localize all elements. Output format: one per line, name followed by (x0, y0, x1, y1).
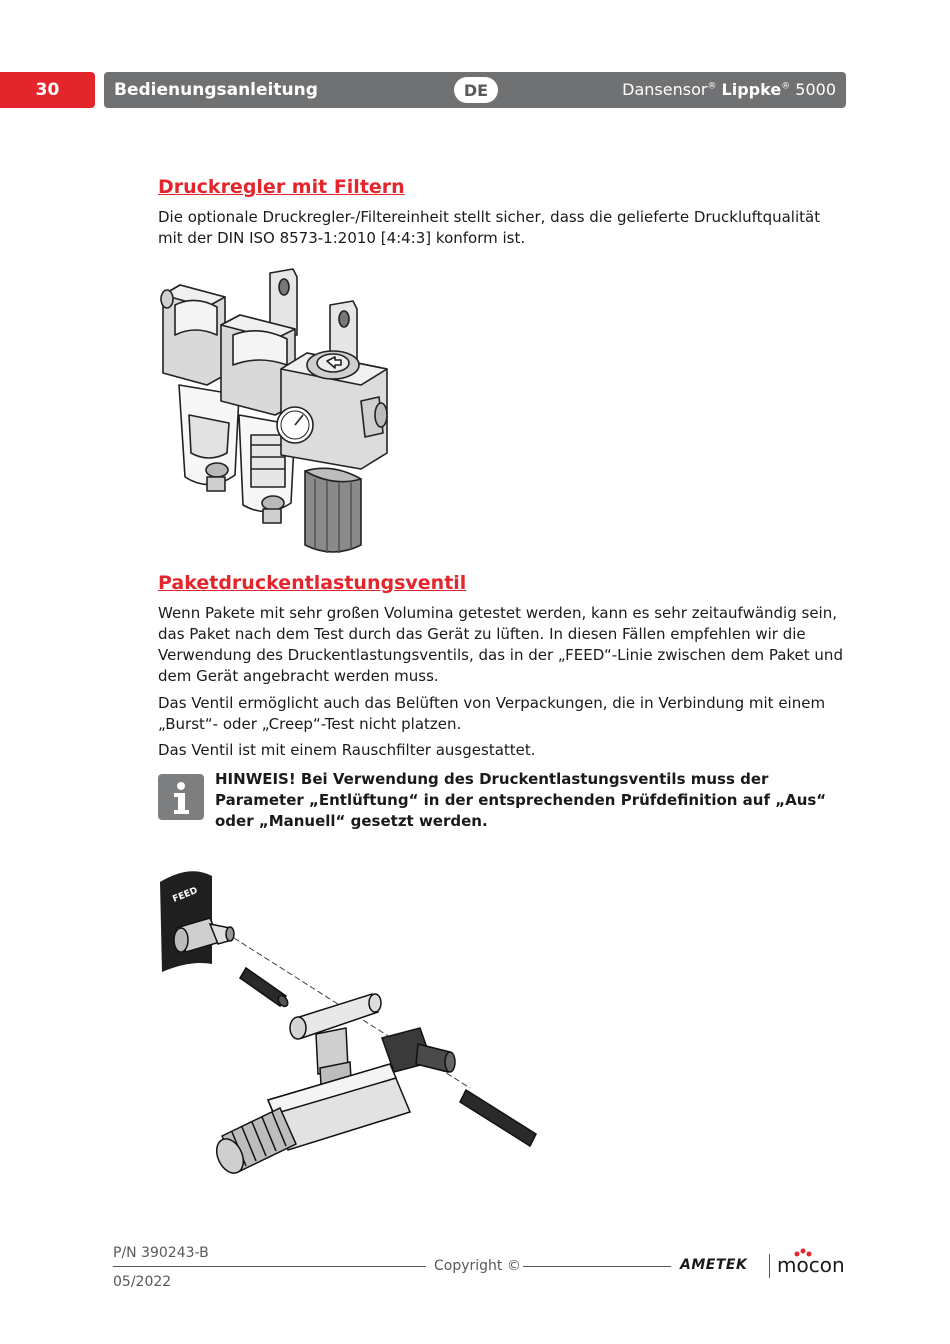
info-icon (158, 774, 204, 820)
footer-part-number: P/N 390243-B (113, 1245, 209, 1261)
header-bar (104, 72, 846, 108)
mocon-logo: mocon (777, 1253, 845, 1277)
section-paragraph: Das Ventil ist mit einem Rauschfilter ausgestattet. (158, 741, 536, 759)
footer-copyright: Copyright © (434, 1258, 521, 1274)
section-paragraph: Die optionale Druckregler-/Filtereinheit stellt sicher, dass die gelieferte Druckluftqualität mit der DIN ISO 8573-1:2010 [4:4:3] konform ist. (158, 208, 821, 247)
relief-valve-illustration (150, 868, 550, 1188)
footer-divider (113, 1266, 426, 1267)
logo-separator (769, 1254, 770, 1278)
note-text: HINWEIS! Bei Verwendung des Druckentlastungsventils muss der Parameter „Entlüftung“ in der entsprechenden Prüfdefinition auf „Aus“ oder „Manuell“ gesetzt werden. (215, 770, 827, 830)
section-heading-relief-valve: Paketdruckentlastungsventil (158, 572, 467, 594)
document-title: Bedienungsanleitung (114, 80, 318, 100)
page-number: 30 (0, 72, 95, 108)
footer-divider (523, 1266, 671, 1267)
pressure-regulator-filter-illustration (155, 265, 395, 555)
section-heading-pressure-regulator: Druckregler mit Filtern (158, 176, 405, 198)
language-badge: DE (454, 77, 498, 103)
ametek-logo: AMETEK (680, 1257, 748, 1273)
feed-label: FEED (171, 885, 200, 905)
footer-date: 05/2022 (113, 1274, 172, 1290)
product-name: Dansensor® Lippke® 5000 (622, 80, 836, 99)
section-paragraph: Das Ventil ermöglicht auch das Belüften von Verpackungen, die in Verbindung mit einem „Burst“- oder „Creep“-Test nicht platzen. (158, 694, 826, 733)
section-paragraph: Wenn Pakete mit sehr großen Volumina getestet werden, kann es sehr zeitaufwändig sein, das Paket nach dem Test durch das Gerät zu lüften. In diesen Fällen empfehlen wir die Verwendung des Druckentlastungsventils, das in der „FEED“-Linie zwischen dem Paket und dem Gerät angebracht werden muss. (158, 604, 843, 685)
